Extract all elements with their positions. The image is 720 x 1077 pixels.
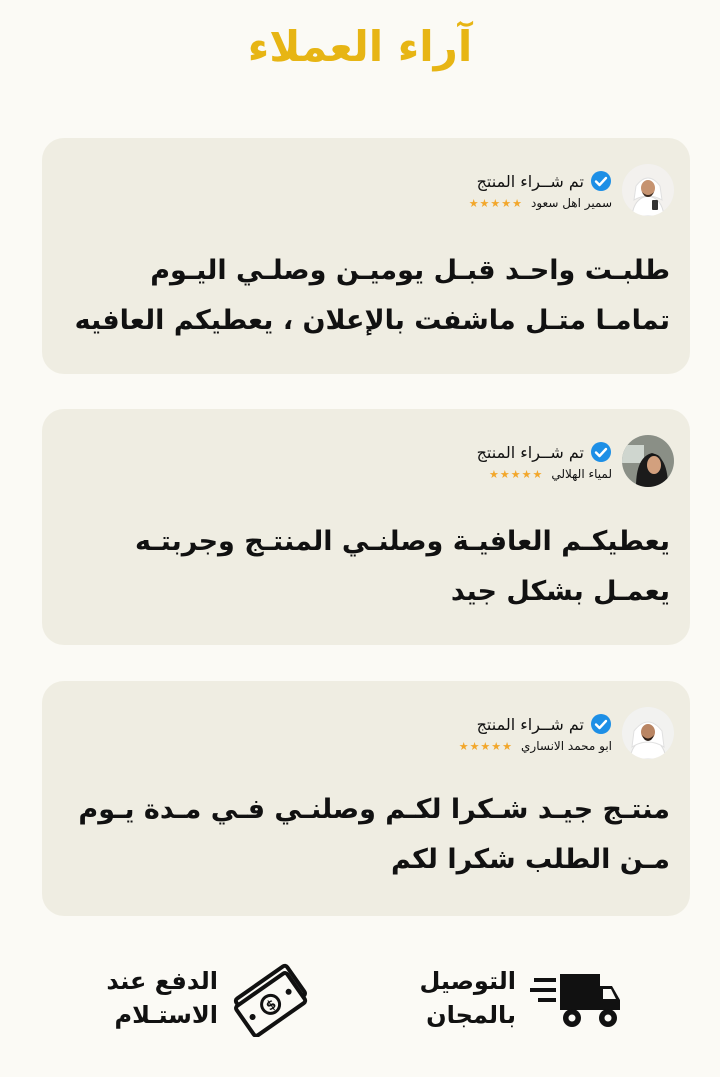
verified-purchase-label: تم شــراء المنتج <box>476 714 584 734</box>
star-rating: ★★★★★ <box>468 196 523 210</box>
verified-check-icon <box>590 441 612 463</box>
review-card <box>42 681 690 916</box>
avatar <box>622 435 674 487</box>
avatar <box>622 164 674 216</box>
star-rating: ★★★★★ <box>489 467 544 481</box>
avatar <box>622 707 674 759</box>
reviewer-name: لمياء الهلالي <box>551 467 612 481</box>
review-text: منتـج جيـد شـكرا لكـم وصلنـي فـي مـدة يـوم مـن الطلب شكرا لكم <box>78 794 670 875</box>
feature-label-line1: التوصيل <box>419 967 516 995</box>
review-header <box>459 703 674 763</box>
review-card <box>42 138 690 374</box>
reviewer-meta <box>477 441 612 481</box>
delivery-truck-icon <box>530 962 620 1034</box>
star-rating: ★★★★★ <box>458 739 514 753</box>
review-header <box>477 431 674 491</box>
feature-label-line1: الدفع عند <box>106 967 218 995</box>
verified-check-icon <box>590 170 612 192</box>
free-delivery-feature <box>420 958 621 1038</box>
svg-text:$: $ <box>263 996 280 1015</box>
review-text: طلبـت واحـد قبـل يوميـن وصلـي اليـوم تمامـا متـل ماشفت بالإعلان ، يعطيكم العافيه <box>74 255 670 336</box>
review-text: يعطيكـم العافيـة وصلنـي المنتـج وجربتـه يعمـل بشكل جيد <box>135 526 670 607</box>
page-title: آراء العملاء <box>247 22 473 71</box>
cash-money-icon <box>232 959 310 1037</box>
verified-purchase-label: تم شــراء المنتج <box>476 171 584 191</box>
review-header <box>469 160 674 220</box>
reviewer-name: سمير اهل سعود <box>531 196 612 210</box>
reviewer-meta <box>459 713 612 753</box>
feature-label-line2: الاستـلام <box>114 1001 218 1029</box>
verified-check-icon <box>590 713 612 735</box>
feature-label-line2: بالمجان <box>426 1001 516 1029</box>
verified-purchase-label: تم شــراء المنتج <box>476 442 584 462</box>
reviewer-meta <box>469 170 612 210</box>
review-card <box>42 409 690 645</box>
reviewer-name: ابو محمد الانساري <box>521 739 612 753</box>
cash-on-delivery-feature <box>106 958 310 1038</box>
